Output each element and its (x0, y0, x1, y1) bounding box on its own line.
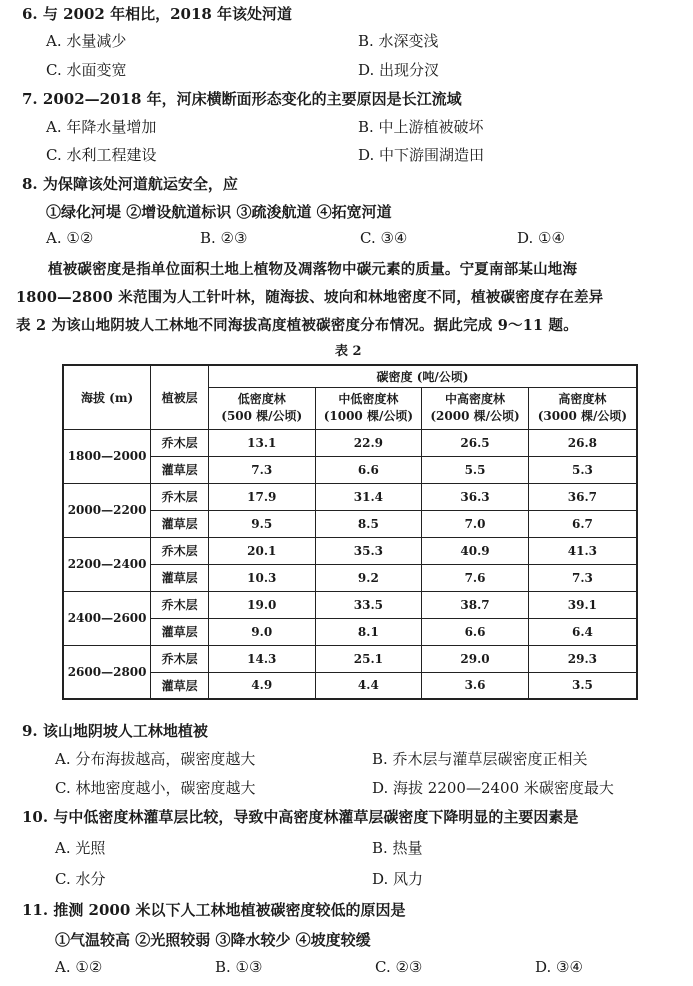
q6-option-a: A. 水量减少 (46, 32, 127, 50)
question-7-stem: 7. 2002—2018 年，河床横断面形态变化的主要原因是长江流域 (22, 90, 462, 108)
q6-option-b: B. 水深变浅 (358, 32, 439, 50)
layer-cell: 灌草层 (151, 618, 209, 645)
q7-option-a: A. 年降水量增加 (46, 118, 157, 136)
q7-option-d: D. 中下游围湖造田 (358, 146, 485, 164)
value-cell: 3.6 (422, 672, 529, 699)
value-cell: 5.5 (422, 456, 529, 483)
question-11-stem: 11. 推测 2000 米以下人工林地植被碳密度较低的原因是 (22, 901, 406, 919)
q10-option-b: B. 热量 (372, 839, 423, 857)
value-cell: 9.0 (208, 618, 315, 645)
value-cell: 17.9 (208, 483, 315, 510)
header-density-mid-low: 中低密度林 (1000 棵/公顷) (315, 387, 422, 429)
header-carbon-density: 碳密度 (吨/公顷) (208, 365, 637, 387)
value-cell: 40.9 (422, 537, 529, 564)
altitude-cell: 2200—2400 (63, 537, 151, 591)
q11-option-d: D. ③④ (535, 958, 583, 976)
value-cell: 29.3 (528, 645, 637, 672)
value-cell: 36.7 (528, 483, 637, 510)
q10-option-a: A. 光照 (55, 839, 106, 857)
q11-statements: ①气温较高 ②光照较弱 ③降水较少 ④坡度较缓 (55, 931, 371, 949)
value-cell: 6.6 (315, 456, 422, 483)
q9-option-c: C. 林地密度越小，碳密度越大 (55, 779, 256, 797)
value-cell: 22.9 (315, 429, 422, 456)
value-cell: 35.3 (315, 537, 422, 564)
value-cell: 6.7 (528, 510, 637, 537)
q11-option-b: B. ①③ (215, 958, 263, 976)
layer-cell: 乔木层 (151, 645, 209, 672)
q10-option-d: D. 风力 (372, 870, 424, 888)
layer-cell: 乔木层 (151, 483, 209, 510)
layer-cell: 灌草层 (151, 510, 209, 537)
q9-option-d: D. 海拔 2200—2400 米碳密度最大 (372, 779, 614, 797)
layer-cell: 乔木层 (151, 591, 209, 618)
layer-cell: 灌草层 (151, 564, 209, 591)
value-cell: 14.3 (208, 645, 315, 672)
header-layer: 植被层 (151, 365, 209, 429)
altitude-cell: 1800—2000 (63, 429, 151, 483)
value-cell: 7.0 (422, 510, 529, 537)
q7-option-b: B. 中上游植被破坏 (358, 118, 484, 136)
value-cell: 4.9 (208, 672, 315, 699)
table-row (63, 429, 637, 456)
value-cell: 3.5 (528, 672, 637, 699)
layer-cell: 乔木层 (151, 537, 209, 564)
value-cell: 5.3 (528, 456, 637, 483)
layer-cell: 灌草层 (151, 672, 209, 699)
q6-option-d: D. 出现分汊 (358, 61, 440, 79)
value-cell: 41.3 (528, 537, 637, 564)
q8-option-a: A. ①② (46, 229, 94, 247)
header-density-high: 高密度林 (3000 棵/公顷) (528, 387, 637, 429)
value-cell: 8.1 (315, 618, 422, 645)
question-9-stem: 9. 该山地阴坡人工林地植被 (22, 722, 208, 740)
value-cell: 9.5 (208, 510, 315, 537)
value-cell: 20.1 (208, 537, 315, 564)
value-cell: 10.3 (208, 564, 315, 591)
value-cell: 36.3 (422, 483, 529, 510)
layer-cell: 灌草层 (151, 456, 209, 483)
value-cell: 38.7 (422, 591, 529, 618)
value-cell: 13.1 (208, 429, 315, 456)
passage-line-2: 1800—2800 米范围为人工针叶林，随海拔、坡向和林地密度不同，植被碳密度存在差异 (16, 289, 604, 306)
value-cell: 7.3 (528, 564, 637, 591)
layer-cell: 乔木层 (151, 429, 209, 456)
question-8-stem: 8. 为保障该处河道航运安全，应 (22, 175, 238, 193)
header-altitude: 海拔 (m) (63, 365, 151, 429)
value-cell: 4.4 (315, 672, 422, 699)
value-cell: 26.8 (528, 429, 637, 456)
altitude-cell: 2600—2800 (63, 645, 151, 699)
value-cell: 19.0 (208, 591, 315, 618)
value-cell: 6.4 (528, 618, 637, 645)
q9-option-b: B. 乔木层与灌草层碳密度正相关 (372, 750, 588, 768)
value-cell: 8.5 (315, 510, 422, 537)
q10-option-c: C. 水分 (55, 870, 106, 888)
passage-line-1: 植被碳密度是指单位面积土地上植物及凋落物中碳元素的质量。宁夏南部某山地海 (48, 261, 578, 278)
q11-option-c: C. ②③ (375, 958, 423, 976)
altitude-cell: 2400—2600 (63, 591, 151, 645)
q8-option-c: C. ③④ (360, 229, 408, 247)
q8-statements: ①绿化河堤 ②增设航道标识 ③疏浚航道 ④拓宽河道 (46, 203, 392, 221)
value-cell: 6.6 (422, 618, 529, 645)
value-cell: 33.5 (315, 591, 422, 618)
table-row (63, 591, 637, 618)
q8-option-d: D. ①④ (517, 229, 565, 247)
value-cell: 39.1 (528, 591, 637, 618)
question-10-stem: 10. 与中低密度林灌草层比较，导致中高密度林灌草层碳密度下降明显的主要因素是 (22, 808, 579, 826)
table-row (63, 537, 637, 564)
q11-option-a: A. ①② (55, 958, 103, 976)
q8-option-b: B. ②③ (200, 229, 248, 247)
value-cell: 25.1 (315, 645, 422, 672)
passage-line-3: 表 2 为该山地阴坡人工林地不同海拔高度植被碳密度分布情况。据此完成 9～11 题。 (16, 317, 578, 334)
table-row (63, 483, 637, 510)
value-cell: 9.2 (315, 564, 422, 591)
table-row (63, 645, 637, 672)
altitude-cell: 2000—2200 (63, 483, 151, 537)
value-cell: 7.3 (208, 456, 315, 483)
q6-option-c: C. 水面变宽 (46, 61, 127, 79)
value-cell: 7.6 (422, 564, 529, 591)
carbon-density-table (62, 364, 638, 700)
table-caption: 表 2 (335, 344, 362, 359)
q7-option-c: C. 水利工程建设 (46, 146, 157, 164)
q9-option-a: A. 分布海拔越高，碳密度越大 (55, 750, 256, 768)
header-density-mid-high: 中高密度林 (2000 棵/公顷) (422, 387, 529, 429)
value-cell: 26.5 (422, 429, 529, 456)
question-6-stem: 6. 与 2002 年相比，2018 年该处河道 (22, 5, 293, 23)
value-cell: 29.0 (422, 645, 529, 672)
header-density-low: 低密度林 (500 棵/公顷) (208, 387, 315, 429)
value-cell: 31.4 (315, 483, 422, 510)
